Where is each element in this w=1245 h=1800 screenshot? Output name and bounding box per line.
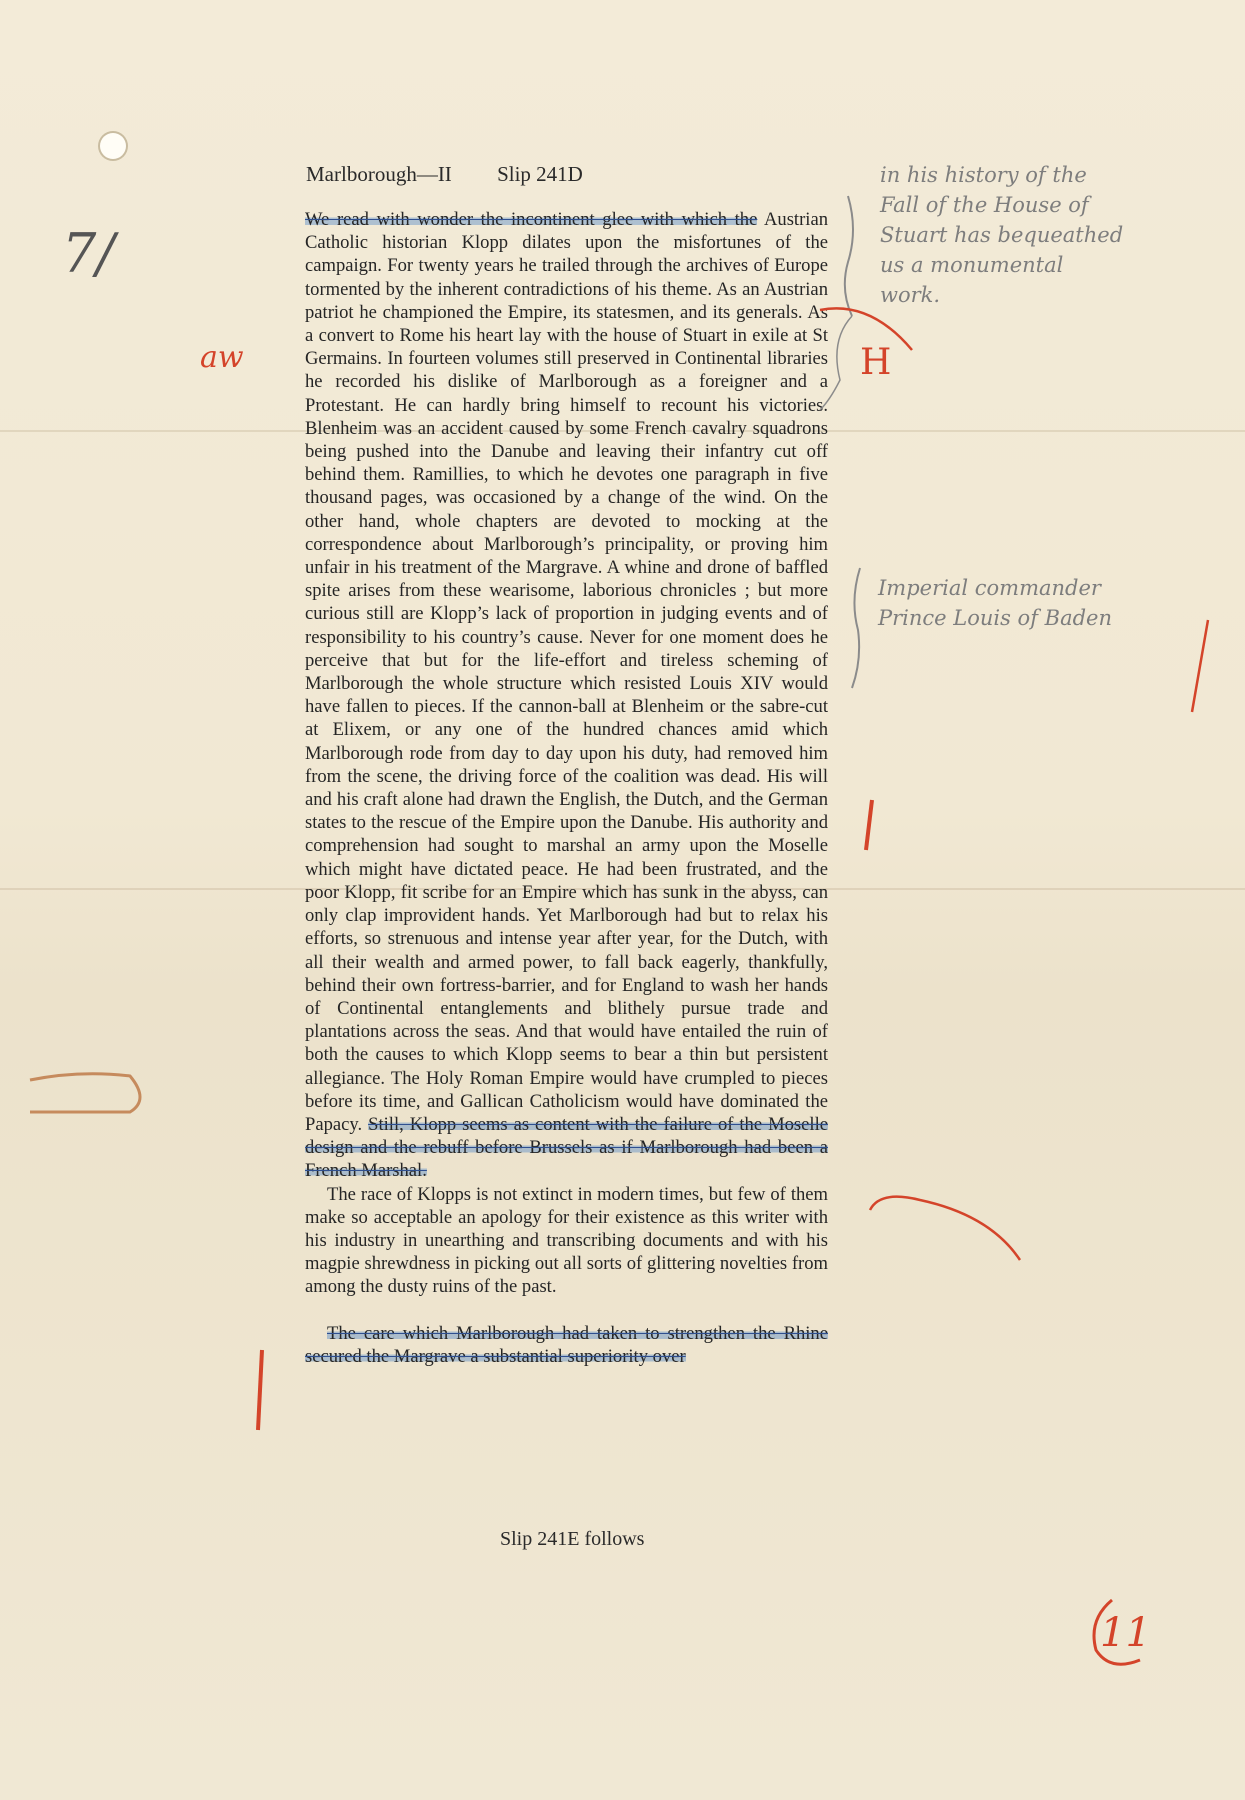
struck-passage: Still, Klopp seems as content with the failure of the Moselle design and the rebuff before Brussels as if Marlborough had been a French Marshal.	[305, 1113, 828, 1182]
paragraph-3	[305, 1322, 828, 1368]
pencil-margin-mark: 7/	[62, 222, 115, 285]
page-header	[306, 162, 583, 187]
pencil-note-top	[880, 160, 1123, 310]
note-line: Stuart has bequeathed	[880, 223, 1124, 247]
note-line: Prince Louis of Baden	[878, 606, 1112, 630]
red-stroke	[1192, 620, 1208, 712]
red-stroke	[258, 1350, 262, 1430]
struck-passage: The care which Marlborough had taken to strengthen the Rhine secured the Margrave a substantial superiority over	[305, 1322, 828, 1367]
paragraph-2: The race of Klopps is not extinct in modern times, but few of them make so acceptable an apology for their existence as this writer with his industry in unearthing and transcribing documents and with his magpie shrewdness in picking out all sorts of glittering novelties from among the dusty ruins of the past.	[305, 1183, 828, 1298]
header-slip-number: Slip 241D	[497, 162, 583, 186]
rust-stain	[30, 1074, 140, 1112]
red-stroke	[866, 800, 872, 850]
red-page-number: 11	[1100, 1610, 1151, 1656]
punch-hole	[100, 133, 126, 159]
note-line: us a monumental	[880, 253, 1064, 277]
red-margin-mark: aw	[200, 340, 244, 375]
note-line: in his history of the	[880, 163, 1087, 187]
pencil-note-middle	[878, 573, 1112, 633]
pencil-bracket	[845, 196, 853, 316]
body-text	[305, 208, 828, 1368]
paragraph-1	[305, 208, 828, 1183]
footer-next-slip: Slip 241E follows	[500, 1528, 645, 1550]
header-title: Marlborough—II	[306, 162, 452, 186]
note-line: Imperial commander	[878, 576, 1101, 600]
pencil-bracket	[852, 568, 860, 688]
struck-passage: We read with wonder the incontinent glee with which the	[305, 209, 758, 230]
note-line: work.	[880, 283, 941, 307]
red-h-mark: H	[860, 342, 892, 383]
red-arrow	[870, 1197, 1020, 1260]
paragraph-text: Austrian Catholic historian Klopp dilates upon the misfortunes of the campaign. For twenty years he trailed through the archives of Europe tormented by the inherent contradictions of his theme. As an Austrian patriot he championed the Empire, its statesmen, and its generals. As a convert to Rome his heart lay with the house of Stuart in exile at St Germains. In fourteen volumes still preserved in Continental libraries he recorded his dislike of Marlborough as a foreigner and a Protestant. He can hardly bring himself to recount his victories. Blenheim was an accident caused by some French cavalry squadrons being pushed into the Danube and leaving their infantry cut off behind them. Ramillies, to which he devotes one paragraph in five thousand pages, was occasioned by a change of the wind. On the other hand, whole chapters are devoted to mocking at the correspondence about Marlborough’s principality, or proving him unfair in his treatment of the Margrave. A whine and drone of baffled spite arises from these wearisome, laborious chronicles ; but more curious still are Klopp’s lack of proportion in judging events and of responsibility to his country’s cause. Never for one moment does he perceive that but for the life-effort and tireless scheming of Marlborough the whole structure which resisted Louis XIV would have fallen to pieces. If the cannon-ball at Blenheim or the sabre-cut at Elixem, or any one of the hundred chances amid which Marlborough rode from day to day upon his duty, had removed him from the scene, the driving force of the coalition was dead. His will and his craft alone had drawn the English, the Dutch, and the German states to the rescue of the Empire upon the Danube. His authority and comprehension had sought to marshal an army upon the Moselle which might have dictated peace. He had been frustrated, and the poor Klopp, fit scribe for an Empire which has sunk in the abyss, can only clap improvident hands. Yet Marlborough had but to relax his efforts, so strenuous and intense year after year, for the Dutch, with all their wealth and armed power, to fall back eagerly, thankfully, behind their own fortress-barrier, and for England to wash her hands of Continental entanglements and blithely pursue trade and plantations across the seas. And that would have entailed the ruin of both the causes to which Klopp seems to bear a thin but persistent allegiance. The Holy Roman Empire would have crumpled to pieces before its time, and Gallican Catholicism would have dominated the Papacy.	[305, 209, 828, 1135]
note-line: Fall of the House of	[880, 193, 1089, 217]
